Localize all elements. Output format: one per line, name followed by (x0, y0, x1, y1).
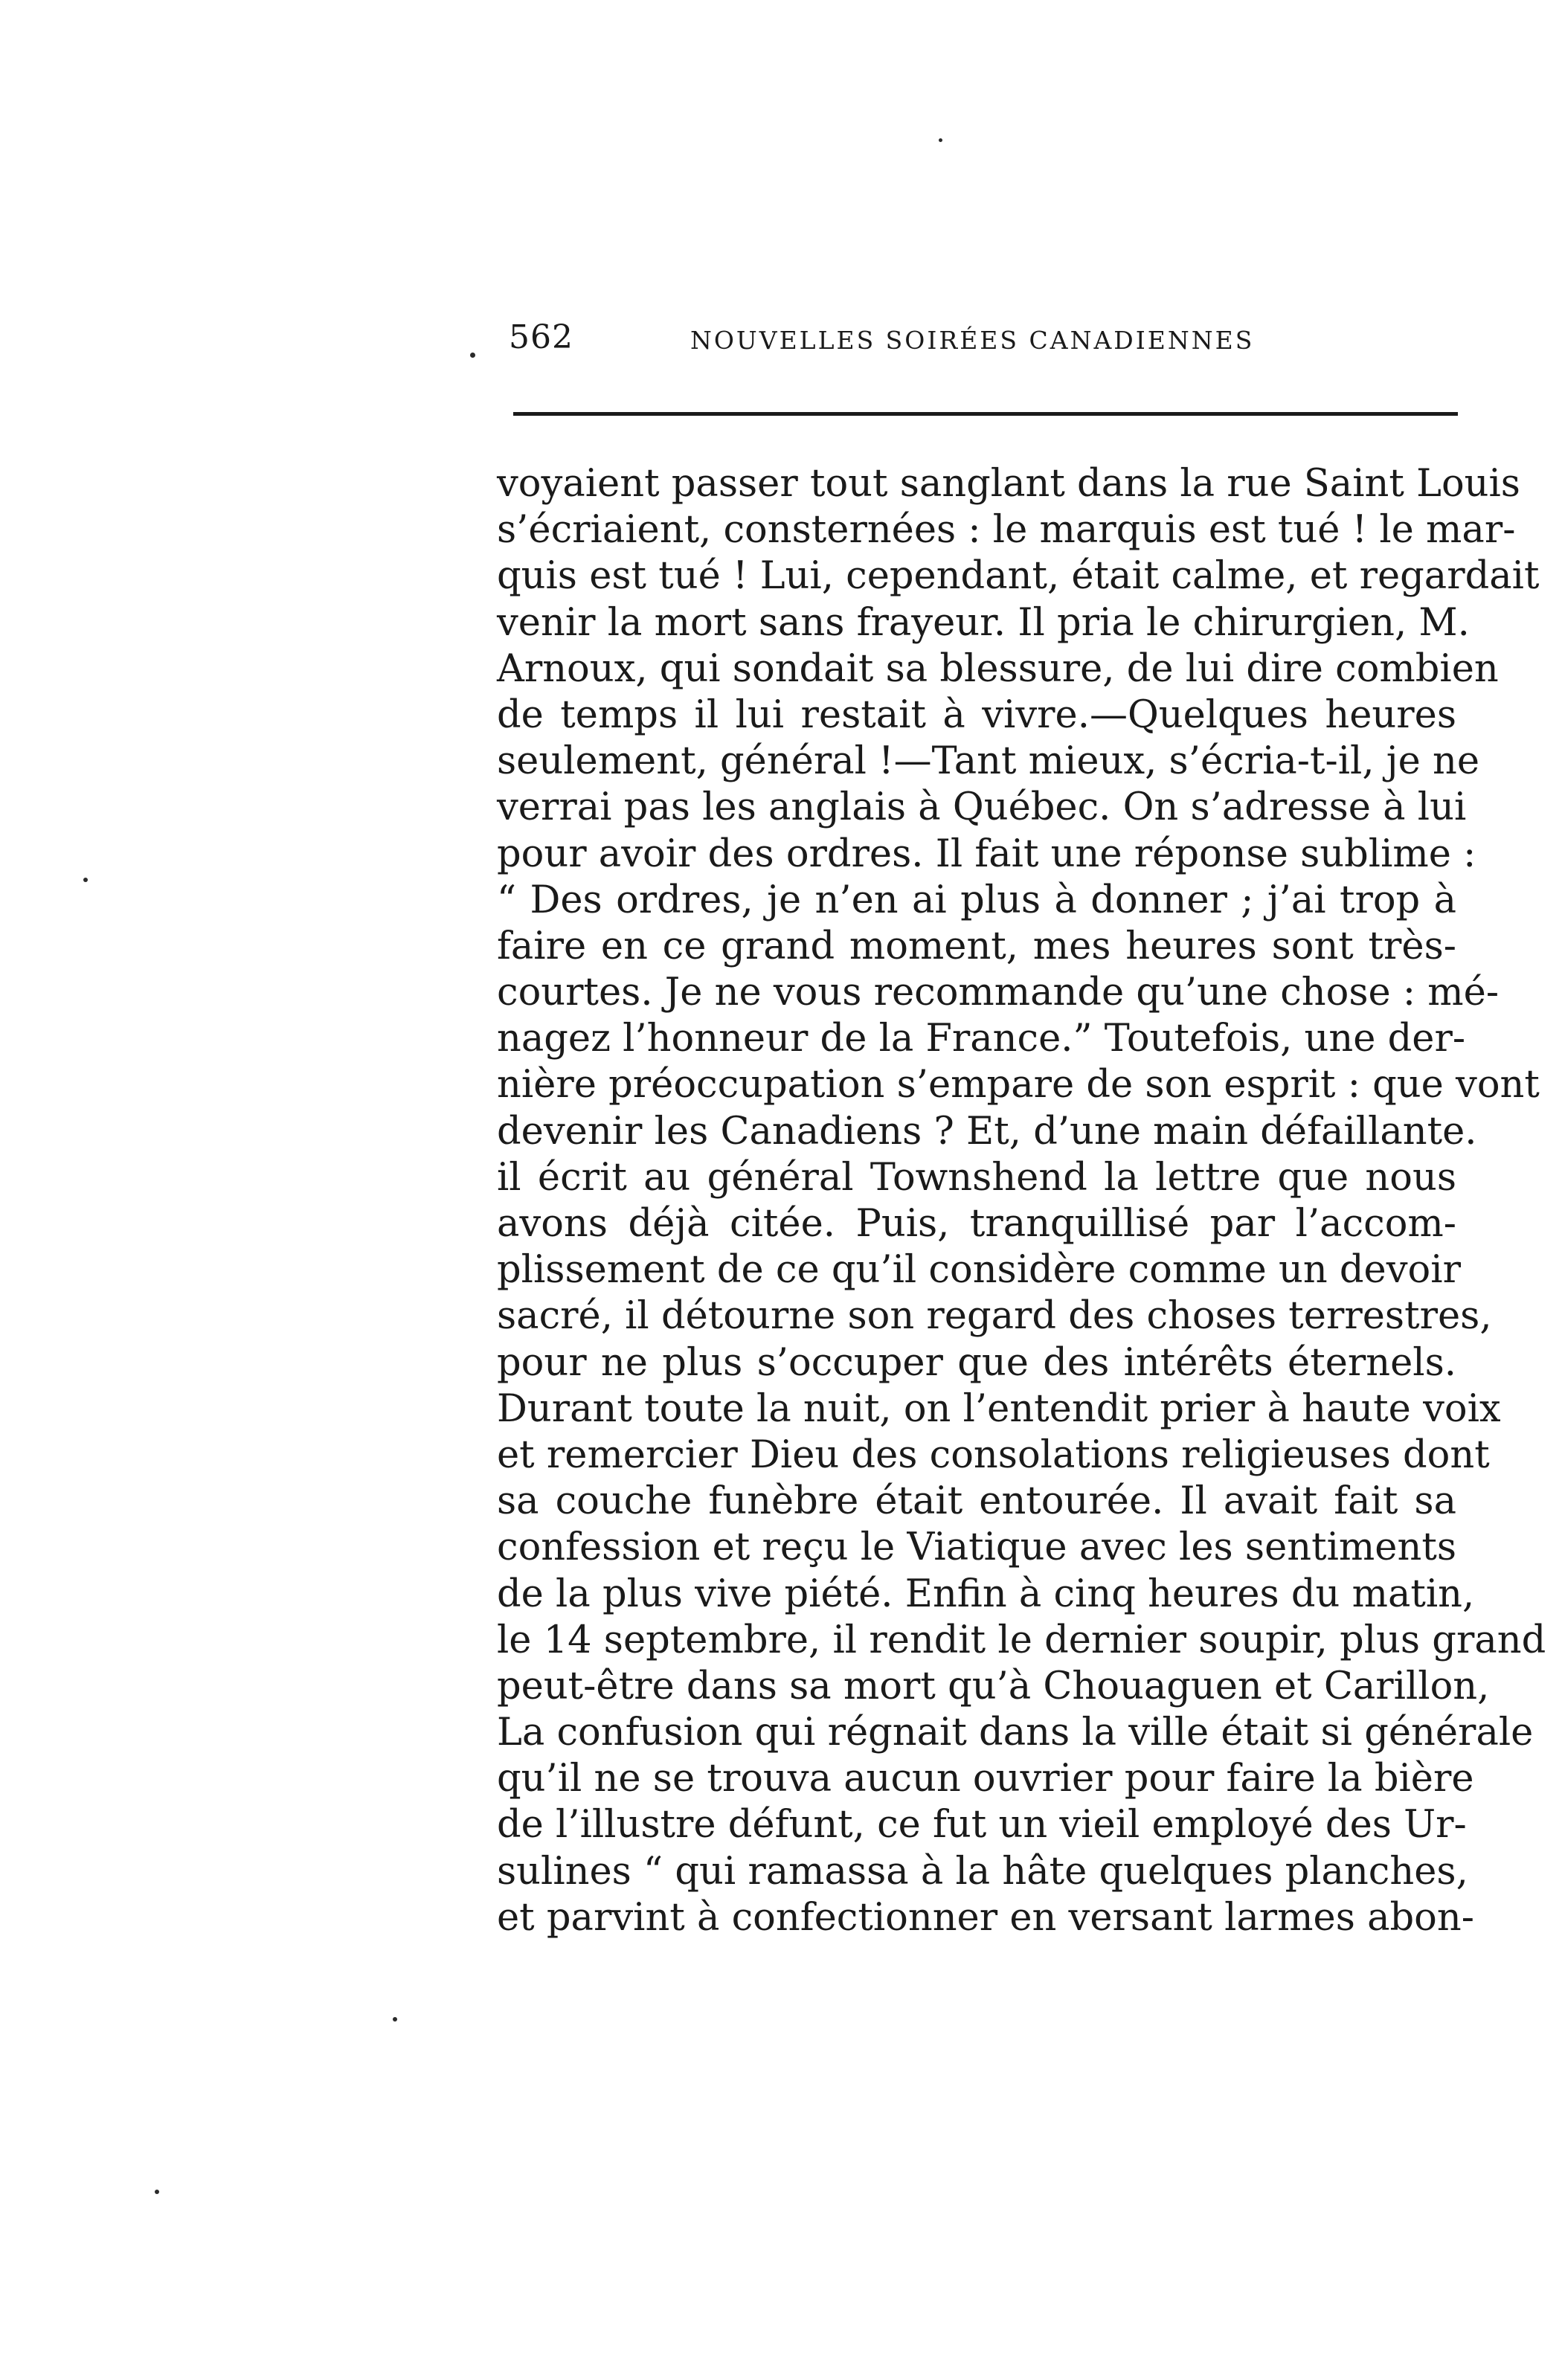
text-line: Arnoux, qui sondait sa blessure, de lui dire combien (497, 646, 1499, 691)
text-line: seulement, général !—Tant mieux, s’écria-t-il, je ne (497, 739, 1480, 784)
text-line: sacré, il détourne son regard des choses terrestres, (497, 1294, 1492, 1339)
text-line: courtes. Je ne vous recommande qu’une chose : mé- (497, 971, 1500, 1015)
text-line: de l’illustre défunt, ce fut un vieil employé des Ur- (497, 1803, 1467, 1847)
text-line: La confusion qui régnait dans la ville était si générale (497, 1711, 1534, 1755)
text-line: de temps il lui restait à vivre.—Quelques heures (497, 692, 1456, 737)
text-line: de la plus vive piété. Enfin à cinq heures du matin, (497, 1572, 1475, 1616)
text-line: confession et reçu le Viatique avec les sentiments (497, 1525, 1456, 1570)
text-line: et remercier Dieu des consolations religieuses dont (497, 1432, 1490, 1477)
page-header (476, 318, 1458, 370)
text-line: sulines “ qui ramassa à la hâte quelques planches, (497, 1849, 1468, 1894)
text-line: verrai pas les anglais à Québec. On s’adresse à lui (497, 785, 1467, 830)
text-line: quis est tué ! Lui, cependant, était calme, et regardait (497, 554, 1540, 599)
body-text (497, 461, 1546, 1941)
text-line: pour ne plus s’occuper que des intérêts éternels. (497, 1340, 1456, 1385)
running-title: NOUVELLES SOIRÉES CANADIENNES (690, 326, 1255, 355)
text-line: faire en ce grand moment, mes heures sont très- (497, 924, 1456, 968)
text-line: Durant toute la nuit, on l’entendit prier à haute voix (497, 1386, 1501, 1431)
text-line: voyaient passer tout sanglant dans la rue Saint Louis (497, 462, 1520, 506)
text-line: s’écriaient, consternées : le marquis est tué ! le mar- (497, 508, 1516, 553)
text-line: sa couche funèbre était entourée. Il avait fait sa (497, 1479, 1456, 1524)
text-line: peut-être dans sa mort qu’à Chouaguen et Carillon, (497, 1664, 1490, 1708)
text-line: plissement de ce qu’il considère comme un devoir (497, 1248, 1461, 1293)
text-line: et parvint à confectionner en versant larmes abon- (497, 1895, 1474, 1940)
text-line: nière préoccupation s’empare de son esprit : que vont (497, 1063, 1540, 1107)
text-line: devenir les Canadiens ? Et, d’une main défaillante. (497, 1109, 1477, 1154)
text-line: le 14 septembre, il rendit le dernier soupir, plus grand (497, 1618, 1546, 1662)
text-line: avons déjà citée. Puis, tranquillisé par l’accom- (497, 1202, 1456, 1246)
header-rule (513, 412, 1458, 416)
text-line: qu’il ne se trouva aucun ouvrier pour faire la bière (497, 1757, 1474, 1801)
scan-speck (939, 138, 942, 142)
text-line: pour avoir des ordres. Il fait une réponse sublime : (497, 832, 1476, 876)
text-line: nagez l’honneur de la France.” Toutefois, une der- (497, 1017, 1466, 1061)
scan-speck (155, 2190, 159, 2194)
scan-speck (83, 878, 88, 882)
scan-speck (393, 2017, 397, 2022)
page-number: 562 (509, 318, 573, 356)
text-line: il écrit au général Townshend la lettre que nous (497, 1155, 1456, 1200)
text-line: venir la mort sans frayeur. Il pria le chirurgien, M. (497, 600, 1470, 645)
text-line: “ Des ordres, je n’en ai plus à donner ; j’ai trop à (497, 878, 1456, 922)
scan-speck (470, 353, 475, 358)
